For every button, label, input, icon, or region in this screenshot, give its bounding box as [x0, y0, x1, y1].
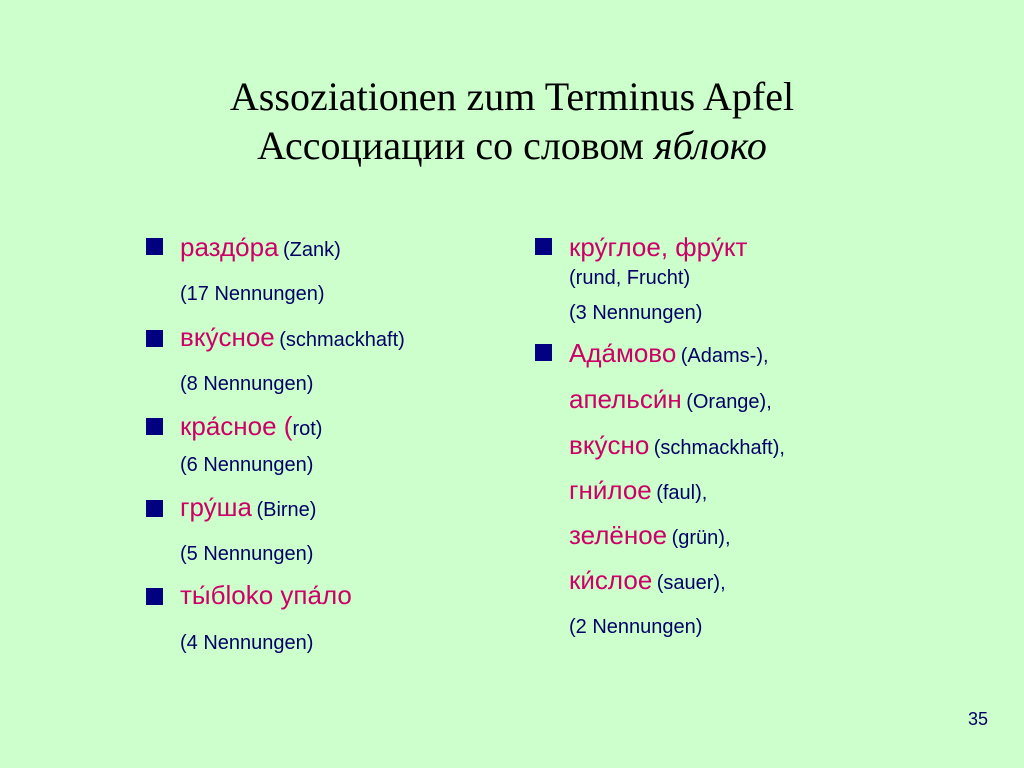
left-item-2-russian: вку́сное: [180, 322, 275, 352]
left-item-5: [180, 582, 352, 608]
right-item-2-german: (sauer),: [656, 572, 726, 594]
right-item-2-line-6: [569, 567, 726, 593]
slide-title-russian: [0, 123, 1024, 169]
right-item-1-russian: кру́глое, фру́кт: [569, 232, 748, 262]
right-item-2-count: (2 Nennungen): [569, 616, 703, 638]
bullet-square-icon: [535, 238, 552, 255]
left-item-3-russian: кра́сное (: [180, 411, 293, 441]
bullet-square-icon: [146, 588, 163, 605]
right-item-1-german: (rund, Frucht): [569, 267, 691, 289]
left-item-4-count: (5 Nennungen): [180, 543, 314, 565]
left-item-2: [180, 324, 405, 350]
right-item-2-line-2: [569, 386, 772, 412]
left-item-5-count: (4 Nennungen): [180, 632, 314, 654]
right-item-2-german: (grün),: [671, 527, 731, 549]
right-item-2-line-4: [569, 477, 707, 503]
left-item-2-count: (8 Nennungen): [180, 373, 314, 395]
right-item-2-russian: зелёное: [569, 520, 668, 550]
right-item-2-german: (schmackhaft),: [653, 437, 785, 459]
left-item-2-german: (schmackhaft): [279, 329, 405, 351]
right-item-2-line-3: [569, 432, 785, 458]
bullet-square-icon: [146, 238, 163, 255]
right-item-2-russian: гни́лое: [569, 475, 652, 505]
right-item-2-russian: апельси́н: [569, 384, 682, 414]
right-item-2-russian: ки́слое: [569, 565, 653, 595]
left-item-3-count: (6 Nennungen): [180, 454, 314, 476]
left-item-3-german: rot): [292, 418, 323, 440]
bullet-square-icon: [146, 418, 163, 435]
right-item-2-russian: вку́сно: [569, 430, 650, 460]
left-item-4-russian: гру́ша: [180, 492, 252, 522]
right-item-2-line-5: [569, 522, 731, 548]
left-item-5-russian: ты́бloko упа́ло: [180, 580, 352, 610]
bullet-square-icon: [146, 330, 163, 347]
right-item-2-line-1: [569, 340, 769, 366]
left-item-1-german: (Zank): [282, 239, 341, 261]
page-number: 35: [967, 709, 988, 729]
title-russian-italic: яблоко: [653, 123, 767, 168]
left-item-1-russian: раздо́ра: [180, 232, 279, 262]
right-item-2-russian: Ада́мово: [569, 338, 677, 368]
right-item-1-count: (3 Nennungen): [569, 302, 703, 324]
left-item-4-german: (Birne): [256, 499, 317, 521]
slide-title-german: Assoziationen zum Terminus Apfel: [229, 74, 795, 119]
right-item-2-german: (faul),: [656, 482, 708, 504]
bullet-square-icon: [146, 500, 163, 517]
right-item-2-german: (Orange),: [686, 391, 772, 413]
bullet-square-icon: [535, 344, 552, 361]
right-item-1: [569, 234, 747, 260]
left-item-1-count: (17 Nennungen): [180, 283, 325, 305]
left-item-4: [180, 494, 316, 520]
title-russian-plain: Ассоциации со словом: [257, 123, 654, 168]
left-item-3: [180, 413, 322, 439]
left-item-1: [180, 234, 341, 260]
right-item-2-german: (Adams-),: [680, 345, 769, 367]
